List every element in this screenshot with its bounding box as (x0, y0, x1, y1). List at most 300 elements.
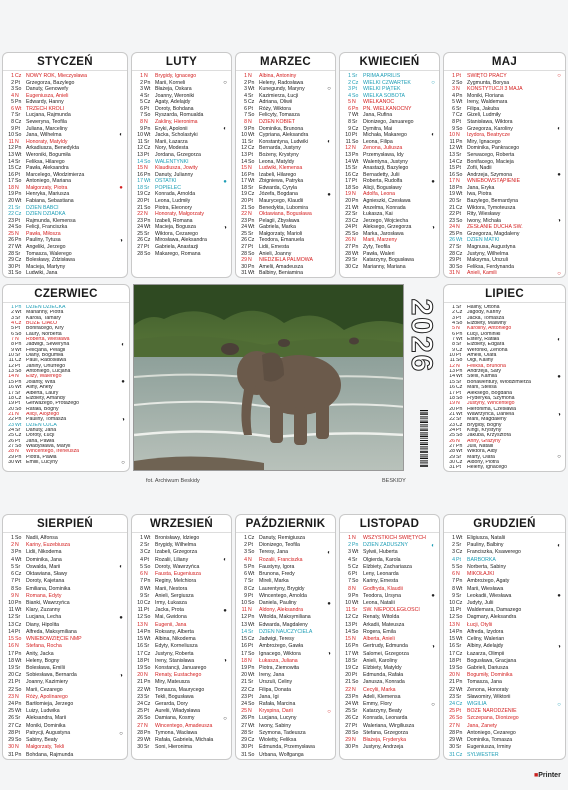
day-row (6, 139, 124, 146)
weekday: N (456, 326, 460, 332)
name-day: Laurentyny, Brygidy (259, 585, 305, 592)
moon-phase-icon: ◑ (431, 643, 435, 650)
weekday: Pt (15, 628, 20, 635)
day-number: 30 (241, 744, 247, 751)
weekday: Wt (352, 650, 359, 657)
weekday: So (456, 263, 463, 270)
weekday: Cz (456, 599, 463, 606)
name-day: Pawła, Miłosza (26, 230, 61, 237)
weekday: Pn (15, 599, 22, 606)
name-day: BOŻE NARODZENIE (467, 708, 517, 715)
weekday: Śr (456, 417, 462, 423)
day-number: 20 (241, 197, 247, 204)
name-day: Justyny, Andrzeja (363, 744, 404, 751)
name-day: Karoliny, Antoniego (467, 326, 512, 332)
name-day: Rity, Wiesławy (467, 211, 501, 218)
name-day: Renaty, Eustachego (155, 672, 202, 679)
weekday: Pn (352, 744, 359, 751)
day-number: 28 (241, 250, 247, 257)
day-number: 7 (348, 578, 351, 585)
weekday: So (352, 729, 359, 736)
day-number: 8 (11, 342, 14, 348)
day-row (135, 571, 228, 578)
day-number: 11 (345, 607, 351, 614)
day-row (6, 224, 124, 231)
day-number: 9 (452, 347, 455, 353)
day-row (6, 126, 124, 133)
name-day: Izabeli, Romana (155, 217, 193, 224)
day-row (239, 165, 332, 172)
name-day: Doroty, Łucji (26, 433, 55, 439)
day-number: 30 (449, 744, 455, 751)
day-row (135, 165, 228, 172)
day-number: 16 (241, 643, 247, 650)
name-day: Aurelii, Władysława (155, 708, 200, 715)
day-row (343, 578, 436, 585)
day-number: 7 (244, 112, 247, 119)
day-row (343, 224, 436, 231)
moon-phase-icon: ○ (327, 86, 331, 93)
day-row (6, 687, 124, 694)
name-day: Irmy, Łukasza (155, 599, 187, 606)
day-number: 27 (345, 244, 351, 251)
day-number: 16 (137, 171, 143, 178)
weekday: Cz (352, 614, 359, 621)
month-title: KWIECIEŃ (340, 53, 439, 71)
weekday: So (15, 331, 22, 337)
day-row (6, 694, 124, 701)
weekday: Pn (456, 443, 463, 449)
day-number: 4 (244, 92, 247, 99)
weekday: N (15, 230, 19, 237)
day-number: 18 (8, 657, 14, 664)
weekday: Pn (248, 171, 255, 178)
day-row (343, 708, 436, 715)
name-day: Jacka, Scholastyki (155, 132, 198, 139)
day-list (340, 533, 439, 752)
name-day: Marii, Stelisa (467, 385, 497, 391)
day-number: 13 (345, 621, 351, 628)
weekday: Wt (456, 237, 463, 244)
day-number: 1 (11, 305, 14, 310)
day-number: 29 (8, 257, 14, 264)
name-day: Feliksa, Ferdynanda (467, 263, 514, 270)
name-day: Urszuli, Celiny (259, 679, 293, 686)
day-row (6, 701, 124, 708)
day-row (6, 198, 124, 205)
name-day: Diany, Bogumiła (26, 353, 64, 359)
moon-phase-icon: ○ (557, 73, 561, 80)
weekday: Pn (15, 305, 22, 310)
weekday: So (248, 112, 255, 119)
day-number: 22 (449, 686, 455, 693)
moon-phase-icon: ◐ (121, 342, 125, 348)
month-title: STYCZEŃ (3, 53, 127, 71)
weekday: Wt (15, 151, 22, 158)
day-number: 7 (11, 112, 14, 119)
weekday: Wt (456, 374, 463, 380)
day-row (6, 264, 124, 271)
day-number: 17 (345, 650, 351, 657)
day-number: 12 (241, 614, 247, 621)
name-day: Gertrudy, Edmunda (363, 643, 408, 650)
weekday: Wt (352, 701, 359, 708)
day-row (343, 643, 436, 650)
day-row (6, 112, 124, 119)
day-row (6, 636, 124, 643)
weekday: So (144, 158, 151, 165)
day-row (447, 99, 562, 106)
day-number: 26 (241, 715, 247, 722)
name-day: Felicyty, Tomasza (259, 112, 300, 119)
moon-phase-icon: ◐ (223, 125, 227, 132)
day-row (6, 251, 124, 258)
name-day: Ireny, Stanisława (155, 657, 195, 664)
name-day: Edmunda, Przemysława (259, 744, 315, 751)
day-row (6, 593, 124, 600)
day-number: 10 (345, 599, 351, 606)
moon-phase-icon: ○ (223, 716, 227, 723)
name-day: Róży, Apolinarego (26, 693, 68, 700)
day-number: 3 (244, 549, 247, 556)
day-number: 6 (452, 331, 455, 337)
weekday: So (456, 171, 463, 178)
name-day: Elżbiety, Matyldy (363, 664, 402, 671)
name-day: ZESŁANIE DUCHA ŚW. (467, 224, 523, 231)
day-number: 3 (348, 549, 351, 556)
name-day: Doroty, Wawrzyńca (155, 563, 200, 570)
day-number: 24 (8, 427, 14, 433)
weekday: Wt (15, 422, 22, 428)
day-row (6, 564, 124, 571)
moon-phase-icon: ○ (119, 730, 123, 737)
weekday: N (144, 672, 148, 679)
name-day: Nadii, Alfonsa (26, 535, 58, 541)
name-day: Brygidy, Ignacego (155, 73, 197, 79)
name-day: Anieli, Sergiusza (155, 592, 194, 599)
day-row (6, 257, 124, 264)
weekday: Śr (456, 693, 462, 700)
day-row (447, 744, 562, 751)
weekday: So (15, 369, 22, 375)
weekday: Śr (15, 390, 21, 396)
day-number: 9 (11, 592, 14, 599)
day-row (447, 264, 562, 271)
moon-phase-icon: ● (223, 607, 227, 614)
weekday: Śr (248, 92, 254, 99)
day-number: 5 (11, 99, 14, 106)
weekday: Pt (15, 438, 20, 444)
day-row (447, 132, 562, 139)
day-row (343, 73, 436, 80)
weekday: Cz (456, 310, 463, 316)
weekday: Pn (144, 679, 151, 686)
day-number: 4 (348, 556, 351, 563)
day-row (343, 542, 436, 549)
day-number: 26 (8, 715, 14, 722)
day-row (135, 237, 228, 244)
day-number: 16 (137, 643, 143, 650)
publisher-mark: BESKIDY (382, 478, 406, 484)
day-row (239, 600, 332, 607)
name-day: Diany, Hipolita (26, 621, 60, 628)
day-number: 23 (137, 693, 143, 700)
weekday: Pt (352, 224, 357, 231)
moon-phase-icon: ○ (223, 79, 227, 86)
day-row (343, 694, 436, 701)
day-number: 15 (449, 165, 455, 172)
name-day: POPIELEC (155, 184, 181, 191)
day-row (447, 270, 562, 277)
day-number: 31 (241, 751, 247, 758)
weekday: So (144, 112, 151, 119)
weekday: N (456, 621, 460, 628)
weekday: N (456, 722, 460, 729)
day-row (135, 185, 228, 192)
day-row (239, 205, 332, 212)
day-row (135, 557, 228, 564)
day-row (447, 593, 562, 600)
name-day: Marcelego, Włodzimierza (26, 171, 85, 178)
day-row (135, 231, 228, 238)
weekday: Pt (352, 86, 357, 93)
name-day: Grzegorza, Magdaleny (467, 230, 520, 237)
weekday: Pn (15, 650, 22, 657)
name-day: Dominika, Pankracego (467, 145, 520, 152)
day-number: 7 (140, 578, 143, 585)
day-row (343, 723, 436, 730)
name-day: Agaty, Adelajdy (155, 99, 191, 106)
name-day: Katarzyny, Beaty (363, 708, 402, 715)
day-row (6, 557, 124, 564)
name-day: Bolesława, Emilii (26, 664, 65, 671)
name-day: Albina, Antoniny (259, 73, 297, 79)
day-row (343, 139, 436, 146)
name-day: Bernarda, Justyny (259, 145, 301, 152)
day-row (6, 86, 124, 93)
day-row (239, 651, 332, 658)
weekday: Cz (352, 563, 359, 570)
day-number: 18 (8, 395, 14, 401)
day-number: 2 (140, 79, 143, 86)
weekday: Pt (456, 353, 461, 359)
day-number: 5 (244, 563, 247, 570)
name-day: Bolesławy, Zdzisława (26, 257, 75, 264)
day-row (239, 535, 332, 542)
weekday: Śr (456, 542, 462, 549)
name-day: Katarzyny, Bogusława (363, 257, 414, 264)
weekday: Śr (248, 729, 254, 736)
weekday: N (456, 401, 460, 407)
month-title: LUTY (132, 53, 231, 71)
day-row (343, 244, 436, 251)
day-row (6, 460, 126, 465)
day-number: 18 (137, 657, 143, 664)
weekday: So (456, 664, 463, 671)
day-number: 15 (241, 636, 247, 643)
day-number: 3 (452, 549, 455, 556)
name-day: Bernadetty, Julii (363, 171, 400, 178)
day-list (236, 533, 335, 759)
day-number: 21 (449, 204, 455, 211)
weekday: N (248, 73, 252, 79)
name-day: Heleny, Ignacego (467, 465, 507, 471)
name-day: DZIEŃ KOBIET (259, 119, 296, 126)
day-row (239, 607, 332, 614)
day-row (6, 622, 124, 629)
day-number: 15 (8, 379, 14, 385)
name-day: Celiny, Walerian (467, 636, 505, 643)
month-title: SIERPIEŃ (3, 515, 127, 533)
day-row (239, 636, 332, 643)
weekday: Wt (352, 204, 359, 211)
weekday: N (456, 571, 460, 578)
day-row (6, 723, 124, 730)
day-row (6, 119, 124, 126)
weekday: N (352, 237, 356, 244)
day-number: 2 (348, 542, 351, 549)
month-title: WRZESIEŃ (132, 515, 231, 533)
weekday: Wt (352, 112, 359, 119)
weekday: Pn (15, 751, 22, 758)
day-number: 25 (449, 433, 455, 439)
day-row (135, 564, 228, 571)
day-number: 20 (449, 197, 455, 204)
weekday: Cz (15, 321, 22, 327)
day-number: 23 (137, 217, 143, 224)
weekday: N (144, 211, 148, 218)
day-number: 17 (8, 390, 14, 396)
weekday: So (248, 158, 255, 165)
day-row (239, 730, 332, 737)
name-day: Iwony, Sabiny (259, 722, 291, 729)
day-number: 28 (8, 449, 14, 455)
name-day: Marty, Olafa (467, 454, 495, 460)
name-day: Honoraty, Matyldy (26, 138, 68, 145)
weekday: Wt (15, 657, 22, 664)
weekday: Śr (456, 454, 462, 460)
name-day: Sylwii, Huberta (363, 549, 398, 556)
weekday: Cz (144, 701, 151, 708)
day-row (6, 237, 124, 244)
day-number: 15 (241, 165, 247, 172)
weekday: Wt (15, 459, 22, 465)
name-day: Pawła, Aleksandra (26, 165, 69, 172)
day-number: 20 (137, 672, 143, 679)
day-number: 6 (11, 331, 14, 337)
day-number: 24 (449, 701, 455, 708)
day-number: 24 (137, 701, 143, 708)
day-row (6, 586, 124, 593)
weekday: Cz (248, 737, 255, 744)
name-day: TRZECH KRÓLI (26, 105, 65, 112)
day-number: 27 (345, 722, 351, 729)
name-day: Anieli, Joanny (259, 250, 292, 257)
day-row (343, 651, 436, 658)
weekday: Pt (248, 592, 253, 599)
name-day: Alfreda, Maksymiliana (26, 628, 77, 635)
day-list (444, 71, 565, 277)
weekday: N (144, 621, 148, 628)
day-row (447, 715, 562, 722)
weekday: Pn (352, 244, 359, 251)
name-day: Maurycego, Klaudii (259, 197, 304, 204)
weekday: Pt (15, 171, 20, 178)
weekday: Śr (456, 244, 462, 251)
name-day: Przemysława, Idy (363, 151, 404, 158)
day-number: 18 (345, 657, 351, 664)
name-day: Wioletty, Feliksa (259, 737, 297, 744)
day-number: 24 (241, 701, 247, 708)
day-row (343, 119, 436, 126)
day-number: 31 (8, 270, 14, 277)
day-row (239, 126, 332, 133)
weekday: Śr (15, 204, 21, 211)
day-row (6, 708, 124, 715)
weekday: Śr (456, 151, 462, 158)
name-day: Mirosława, Aleksandra (155, 237, 207, 244)
day-row (343, 251, 436, 258)
day-number: 4 (140, 92, 143, 99)
weekday: So (15, 406, 22, 412)
weekday: Cz (248, 686, 255, 693)
day-number: 20 (8, 672, 14, 679)
name-day: Macieja, Martyny (26, 263, 66, 270)
name-day: Brygidy, Wilhelma (155, 542, 197, 549)
weekday: So (352, 184, 359, 191)
day-row (447, 535, 562, 542)
weekday: Pt (456, 211, 461, 218)
day-number: 27 (137, 244, 143, 251)
day-list (340, 71, 439, 270)
day-row (135, 218, 228, 225)
day-number: 1 (452, 73, 455, 79)
name-day: Anity, Jacka (26, 650, 54, 657)
weekday: So (456, 563, 463, 570)
day-row (239, 86, 332, 93)
name-day: Doroty, Bohdana (155, 105, 194, 112)
day-row (135, 139, 228, 146)
day-row (447, 708, 562, 715)
day-number: 13 (137, 621, 143, 628)
moon-phase-icon: ◑ (557, 411, 561, 418)
day-number: 12 (8, 614, 14, 621)
day-number: 30 (449, 263, 455, 270)
day-row (135, 224, 228, 231)
weekday: N (15, 184, 19, 191)
day-number: 21 (8, 679, 14, 686)
moon-phase-icon: ● (327, 191, 331, 198)
weekday: So (456, 614, 463, 621)
weekday: N (144, 571, 148, 578)
month-2 (131, 52, 232, 278)
name-day: Marii, Wiesława (467, 585, 504, 592)
day-number: 5 (452, 326, 455, 332)
day-row (239, 708, 332, 715)
weekday: Pn (15, 145, 22, 152)
day-number: 2 (452, 310, 455, 316)
day-row (343, 614, 436, 621)
day-row (447, 643, 562, 650)
day-number: 25 (241, 230, 247, 237)
day-number: 7 (11, 337, 14, 343)
name-day: Adeli, Klemensa (363, 693, 401, 700)
weekday: Śr (352, 119, 358, 126)
name-day: WIGILIA (467, 701, 487, 708)
weekday: Wt (456, 535, 463, 541)
weekday: Śr (456, 105, 462, 112)
day-number: 29 (449, 737, 455, 744)
